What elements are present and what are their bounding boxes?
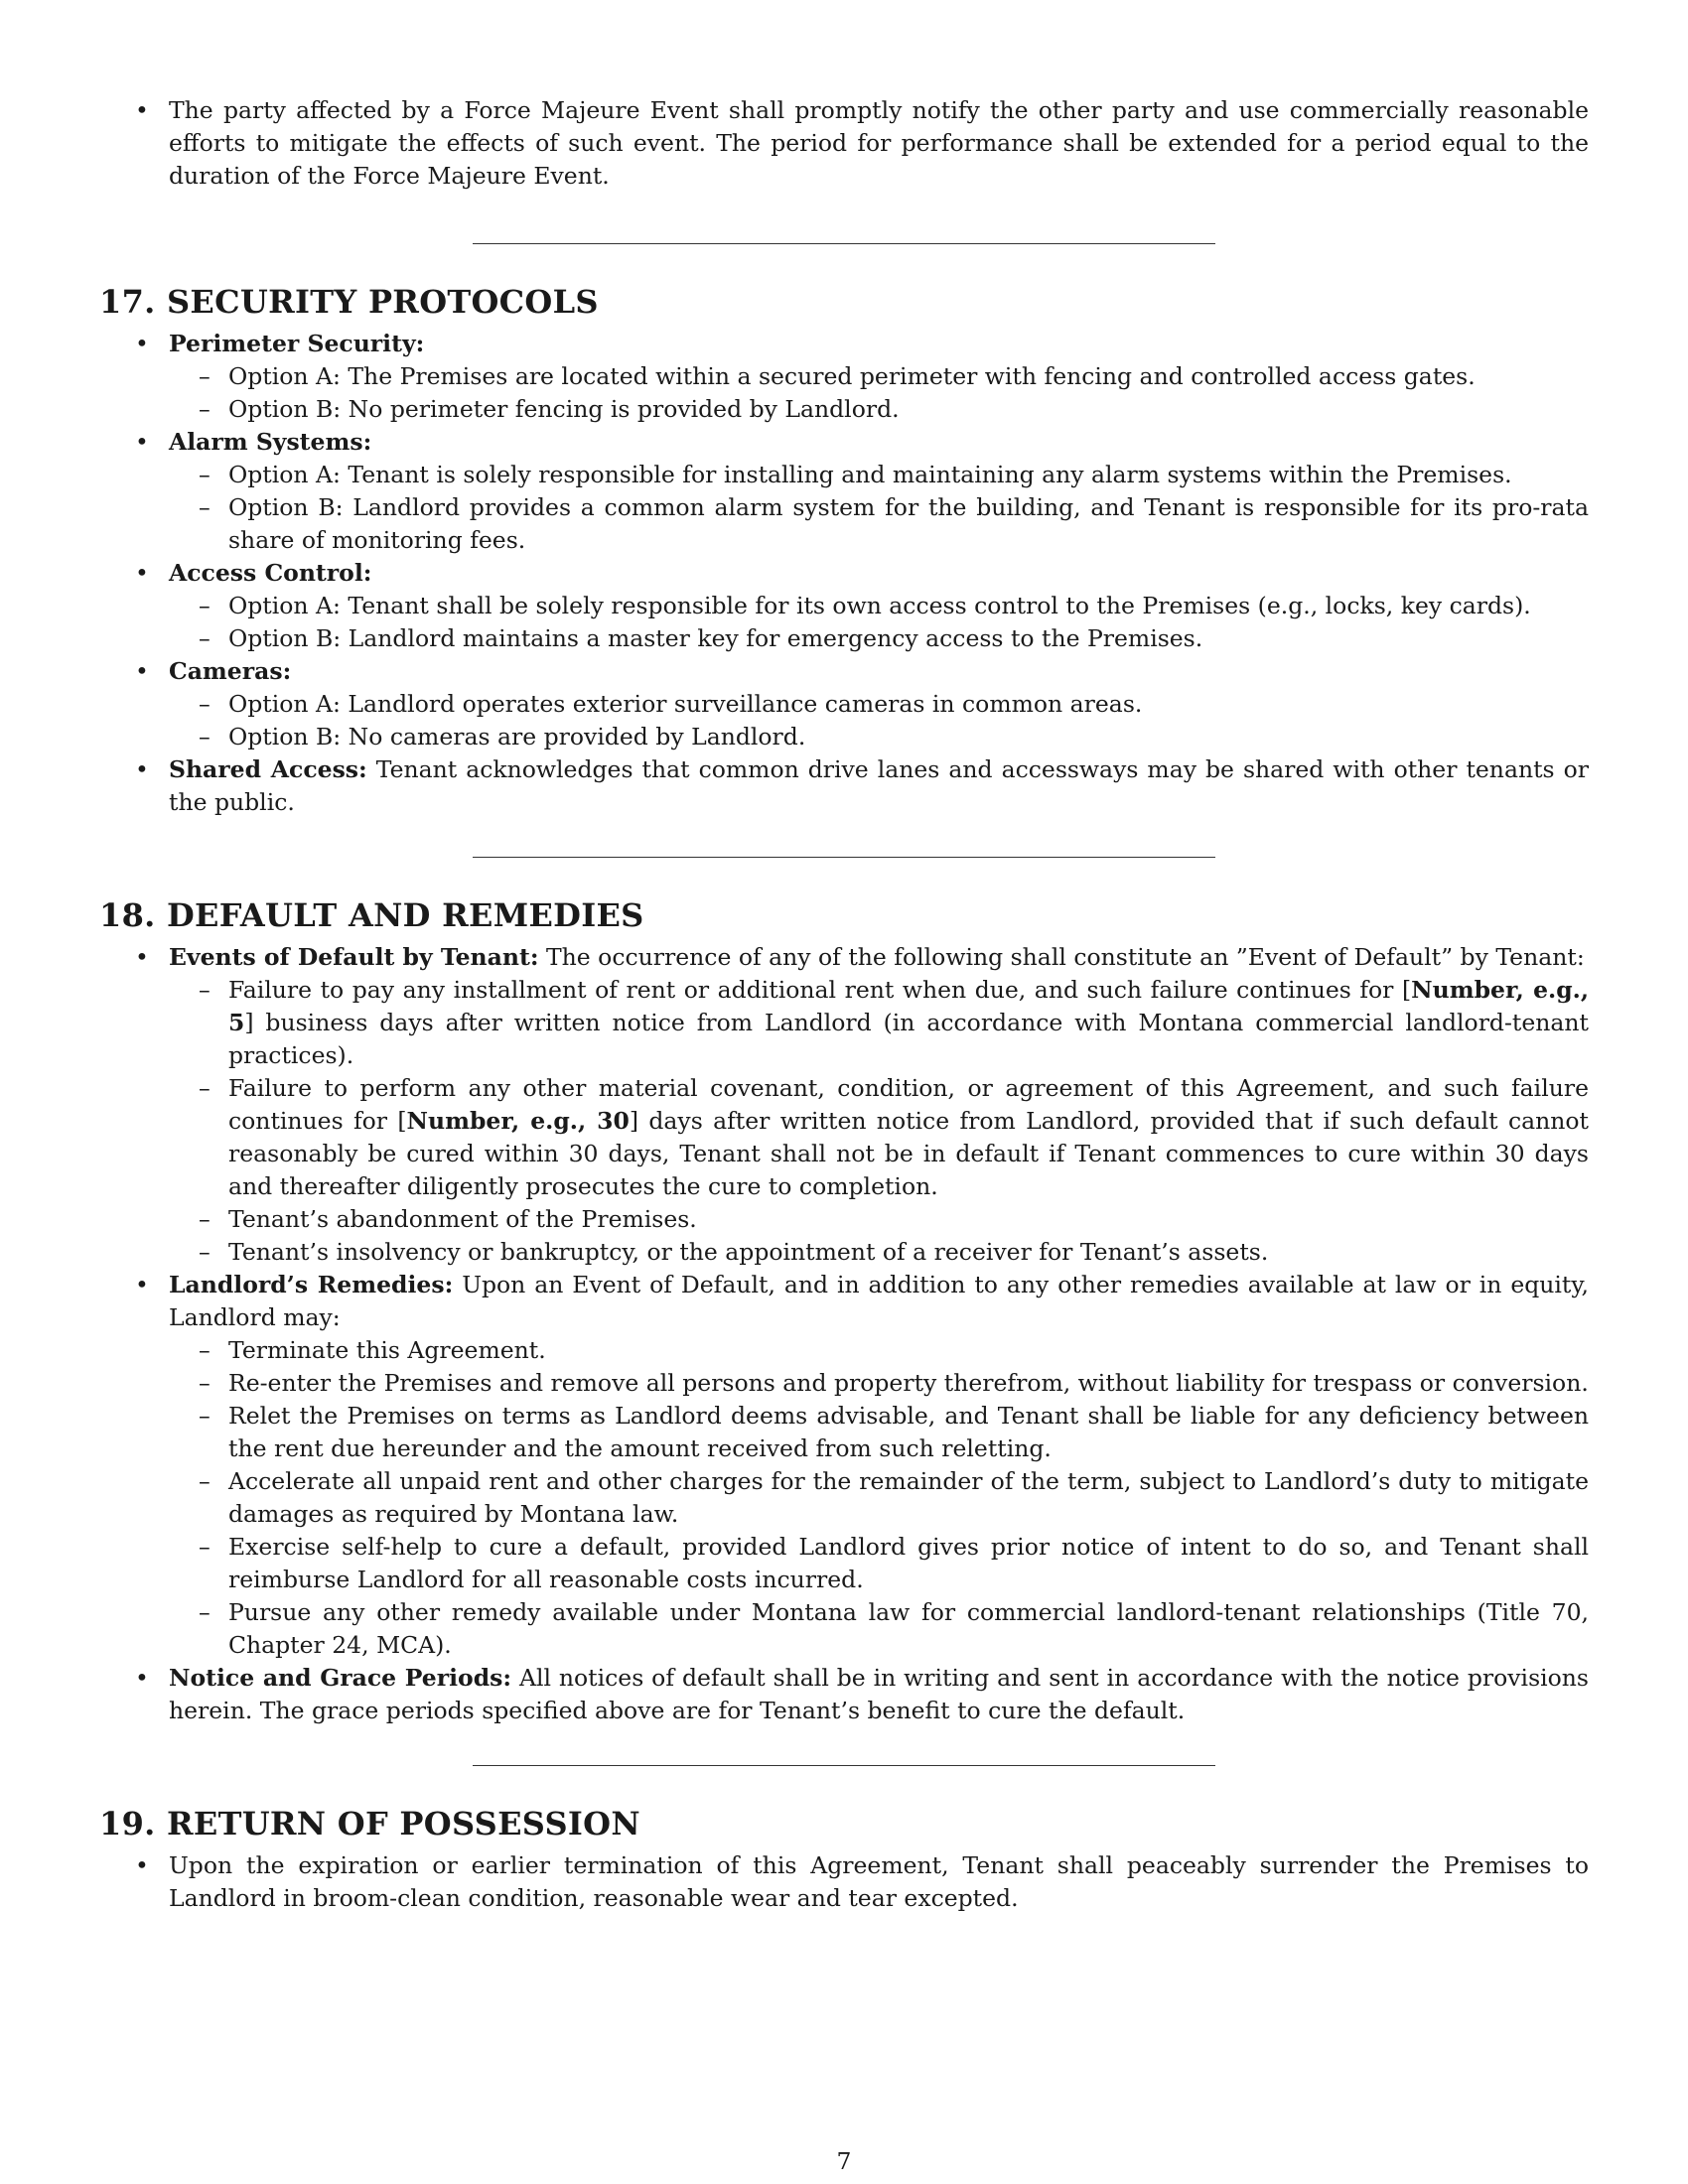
remedy-terminate: – Terminate this Agreement.	[99, 1334, 1589, 1367]
default-abandonment: – Tenant’s abandonment of the Premises.	[99, 1203, 1589, 1236]
remedy-other: – Pursue any other remedy available under Montana law for commercial landlord-tenant relationships (Title 70, Chapter 24, MCA).	[99, 1596, 1589, 1662]
section-divider	[473, 857, 1215, 858]
default-covenant-failure: – Failure to perform any other material covenant, condition, or agreement of this Agreement, and such failure continues for [Number, e.g., 30] days after written notice from Landlord, provided that if such default cannot reasonably be cured within 30 days, Tenant shall not be in default if Tenant commences to cure within 30 days and thereafter diligently prosecutes the cure to completion.	[99, 1072, 1589, 1203]
access-control-item: • Access Control:	[99, 557, 1589, 590]
perimeter-option-a: – Option A: The Premises are located within a secured perimeter with fencing and controlled access gates.	[99, 360, 1589, 393]
alarm-option-b: – Option B: Landlord provides a common alarm system for the building, and Tenant is responsible for its pro-rata share of monitoring fees.	[99, 491, 1589, 557]
page-number: 7	[836, 2147, 852, 2175]
remedy-reenter: – Re-enter the Premises and remove all persons and property therefrom, without liability for trespass or conversion.	[99, 1367, 1589, 1400]
remedy-relet: – Relet the Premises on terms as Landlord deems advisable, and Tenant shall be liable for any deficiency between the rent due hereunder and the amount received from such reletting.	[99, 1400, 1589, 1465]
notice-grace-periods-item: • Notice and Grace Periods: All notices of default shall be in writing and sent in accordance with the notice provisions herein. The grace periods specified above are for Tenant’s benefit to cure the default.	[99, 1662, 1589, 1727]
access-option-a: – Option A: Tenant shall be solely responsible for its own access control to the Premises (e.g., locks, key cards).	[99, 590, 1589, 622]
default-rent-nonpayment: – Failure to pay any installment of rent or additional rent when due, and such failure continues for [Number, e.g., 5] business days after written notice from Landlord (in accordance with Montana commercial landlord-tenant practices).	[99, 974, 1589, 1072]
force-majeure-notice-item: • The party affected by a Force Majeure Event shall promptly notify the other party and use commercially reasonable efforts to mitigate the effects of such event. The period for performance shall be extended for a period equal to the duration of the Force Majeure Event.	[99, 94, 1589, 193]
cameras-option-b: – Option B: No cameras are provided by Landlord.	[99, 721, 1589, 753]
return-of-possession-item: • Upon the expiration or earlier termination of this Agreement, Tenant shall peaceably surrender the Premises to Landlord in broom-clean condition, reasonable wear and tear excepted.	[99, 1849, 1589, 1915]
section-17-heading: 17. SECURITY PROTOCOLS	[99, 283, 599, 321]
cameras-item: • Cameras:	[99, 655, 1589, 688]
remedy-accelerate: – Accelerate all unpaid rent and other charges for the remainder of the term, subject to Landlord’s duty to mitigate damages as required by Montana law.	[99, 1465, 1589, 1531]
section-18-heading: 18. DEFAULT AND REMEDIES	[99, 896, 644, 934]
section-19-heading: 19. RETURN OF POSSESSION	[99, 1805, 640, 1843]
section-17-list	[99, 328, 1589, 819]
default-insolvency: – Tenant’s insolvency or bankruptcy, or the appointment of a receiver for Tenant’s assets.	[99, 1236, 1589, 1269]
cameras-option-a: – Option A: Landlord operates exterior surveillance cameras in common areas.	[99, 688, 1589, 721]
section-divider	[473, 243, 1215, 244]
document-page	[99, 94, 1589, 1915]
shared-access-item: • Shared Access: Tenant acknowledges that common drive lanes and accessways may be shared with other tenants or the public.	[99, 753, 1589, 819]
alarm-option-a: – Option A: Tenant is solely responsible for installing and maintaining any alarm systems within the Premises.	[99, 459, 1589, 491]
section-19-list	[99, 1849, 1589, 1915]
perimeter-security-item: • Perimeter Security:	[99, 328, 1589, 360]
alarm-systems-item: • Alarm Systems:	[99, 426, 1589, 459]
perimeter-option-b: – Option B: No perimeter fencing is provided by Landlord.	[99, 393, 1589, 426]
access-option-b: – Option B: Landlord maintains a master key for emergency access to the Premises.	[99, 622, 1589, 655]
remedy-self-help: – Exercise self-help to cure a default, provided Landlord gives prior notice of intent to do so, and Tenant shall reimburse Landlord for all reasonable costs incurred.	[99, 1531, 1589, 1596]
landlord-remedies-item: • Landlord’s Remedies: Upon an Event of Default, and in addition to any other remedies available at law or in equity, Landlord may:	[99, 1269, 1589, 1334]
events-of-default-item: • Events of Default by Tenant: The occurrence of any of the following shall constitute an ”Event of Default” by Tenant:	[99, 941, 1589, 974]
section-18-list	[99, 941, 1589, 1727]
section-divider	[473, 1765, 1215, 1766]
